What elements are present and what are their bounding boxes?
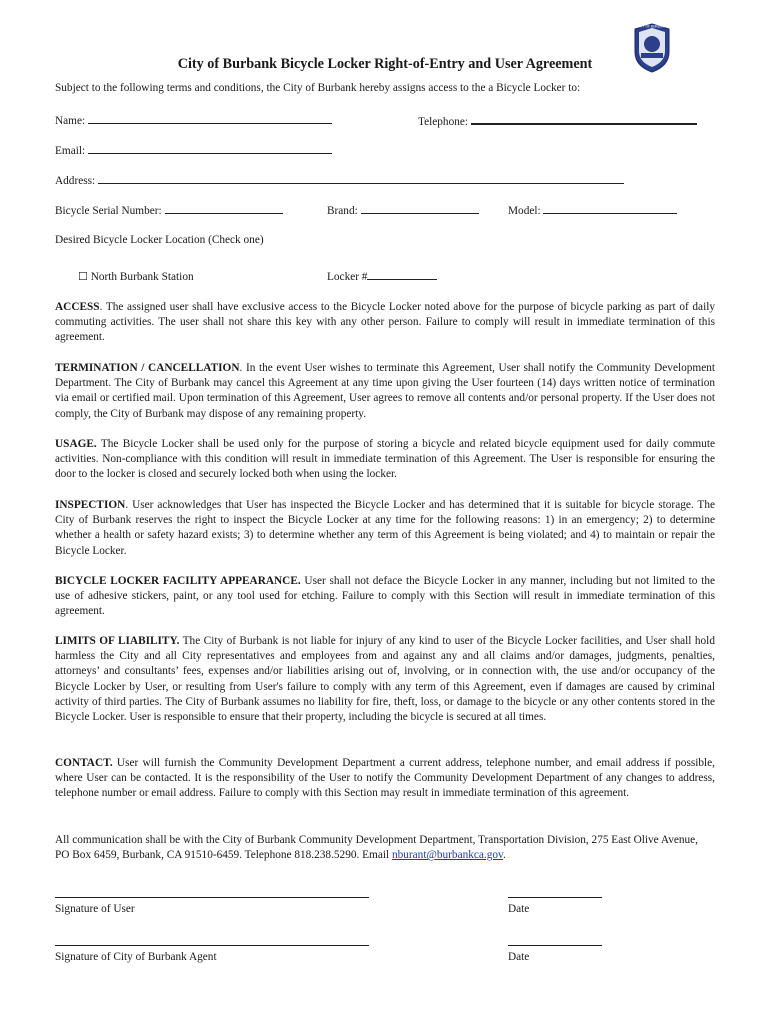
- name-label: Name:: [55, 115, 86, 127]
- telephone-label: Telephone:: [418, 116, 469, 128]
- serial-number-label: Bicycle Serial Number:: [55, 205, 162, 217]
- section-body: The Bicycle Locker shall be used only for the purpose of storing a bicycle and related bicycle equipment used for daily commute activities. Non-compliance with this condition will result in immediate termination of this Agreement. The User is responsible for ensuring the door to the locker is closed and securely locked both when using the locker.: [55, 438, 715, 481]
- section-heading: TERMINATION / CANCELLATION: [55, 362, 240, 374]
- checkbox-icon[interactable]: ☐: [78, 270, 88, 283]
- section-heading: CONTACT.: [55, 757, 113, 769]
- serial-number-blank[interactable]: [165, 204, 283, 214]
- address-blank[interactable]: [98, 174, 624, 184]
- communication-text: All communication shall be with the City of Burbank Community Development Department, Transportation Division, 275 East Olive Avenue, PO Box 6459, Burbank, CA 91510-6459. Telephone 818.238.5290. Email: [55, 834, 699, 862]
- address-label: Address:: [55, 175, 96, 187]
- location-label: Desired Bicycle Locker Location (Check one): [55, 234, 264, 246]
- email-link[interactable]: nburant@burbankca.gov: [391, 849, 503, 862]
- locker-number-field[interactable]: [327, 270, 437, 283]
- intro-text: Subject to the following terms and conditions, the City of Burbank hereby assigns access to the a Bicycle Locker to:: [55, 82, 581, 94]
- section-heading: USAGE.: [55, 438, 97, 450]
- section-heading: LIMITS OF LIABILITY.: [55, 635, 180, 647]
- user-signature-label: Signature of User: [55, 903, 135, 915]
- email-blank[interactable]: [88, 144, 332, 154]
- model-blank[interactable]: [543, 204, 677, 214]
- communication-end: .: [502, 849, 506, 862]
- section-inspection: [55, 498, 715, 559]
- brand-blank[interactable]: [361, 204, 479, 214]
- user-date-label: Date: [508, 903, 530, 915]
- agent-date-label: Date: [508, 951, 530, 963]
- model-field[interactable]: [508, 204, 677, 217]
- svg-text:CITY OF BURBANK: CITY OF BURBANK: [637, 24, 667, 29]
- section-usage: [55, 437, 715, 483]
- section-body: User will furnish the Community Development Department a current address, telephone number, and email address if possible, where User can be contacted. It is the responsibility of the User to notify the Community Development Department of any changes to address, telephone number or email address. Failure to comply with this Section may result in immediate termination of this agreement.: [55, 757, 715, 800]
- section-body: . User acknowledges that User has inspected the Bicycle Locker and has determined that it is suitable for bicycle storage. The City of Burbank reserves the right to inspect the Bicycle Locker at any time for the following reasons: 1) in an emergency; 2) to determine whether a health or safety hazard exists; 3) to determine whether any term of this Agreement is being violated; and 4) to maintain or repair the Bicycle Locker.: [55, 499, 715, 557]
- telephone-field[interactable]: [418, 114, 697, 128]
- document-title: City of Burbank Bicycle Locker Right-of-Entry and User Agreement: [177, 56, 593, 72]
- telephone-blank[interactable]: [471, 114, 697, 125]
- name-field[interactable]: [55, 114, 332, 127]
- locker-number-blank[interactable]: [367, 270, 437, 280]
- section-termination: [55, 361, 715, 422]
- section-contact: [55, 756, 715, 802]
- serial-number-field[interactable]: [55, 204, 283, 217]
- agent-date-line[interactable]: [508, 945, 602, 946]
- email-label: Email:: [55, 145, 86, 157]
- section-appearance: [55, 574, 715, 620]
- locker-number-label: Locker #: [327, 271, 368, 283]
- section-heading: ACCESS: [55, 301, 100, 313]
- model-label: Model:: [508, 205, 541, 217]
- north-burbank-station-option[interactable]: [78, 270, 194, 283]
- section-heading: INSPECTION: [55, 499, 126, 511]
- section-body: . In the event User wishes to terminate this Agreement, User shall notify the Community Development Department. The City of Burbank may cancel this Agreement at any time upon giving the User fourteen (14) days written notice of termination via email or certified mail. Upon termination of this Agreement, User agrees to remove all contents and/or personal property. If the User does not comply, the City of Burbank may dispose of any remaining property.: [55, 362, 715, 420]
- section-body: . The assigned user shall have exclusive access to the Bicycle Locker noted above for the purpose of bicycle parking as part of daily commuting activities. The user shall not share this key with any other person. Failure to comply will result in immediate termination of this agreement.: [55, 301, 715, 344]
- email-field[interactable]: [55, 144, 332, 157]
- user-date-line[interactable]: [508, 897, 602, 898]
- address-field[interactable]: [55, 174, 624, 187]
- communication-paragraph: [55, 833, 715, 863]
- section-liability: [55, 634, 715, 725]
- user-signature-line[interactable]: [55, 897, 369, 898]
- agent-signature-label: Signature of City of Burbank Agent: [55, 951, 217, 963]
- brand-field[interactable]: [327, 204, 479, 217]
- station-label: North Burbank Station: [90, 271, 194, 283]
- agent-signature-line[interactable]: [55, 945, 369, 946]
- brand-label: Brand:: [327, 205, 358, 217]
- section-body: User shall not deface the Bicycle Locker in any manner, including but not limited to the use of adhesive stickers, paint, or any tool used for etching. Failure to comply with this Section will result in immediate termination of this agreement.: [55, 575, 715, 618]
- name-blank[interactable]: [88, 114, 332, 124]
- section-body: The City of Burbank is not liable for injury of any kind to user of the Bicycle Locker facilities, and User shall hold harmless the City and all City representatives and employees from and against any and all claims and/or damages, judgments, penalties, attorneys’ and consultants’ fees, expenses and/or liabilities arising out of, involving, or in connection with, the use and/or occupancy of the Bicycle Locker by User, or resulting from User's failure to comply with any term of this Agreement, even if damages are caused by criminal activity of third parties. The City of Burbank assumes no liability for fire, theft, loss, or damage to the bicycle or any other contents stored in the Bicycle Locker. User is responsible to ensure that their property, including the bicycle is secured at all times.: [55, 635, 715, 724]
- section-access: [55, 300, 715, 346]
- section-heading: BICYCLE LOCKER FACILITY APPEARANCE.: [55, 575, 301, 587]
